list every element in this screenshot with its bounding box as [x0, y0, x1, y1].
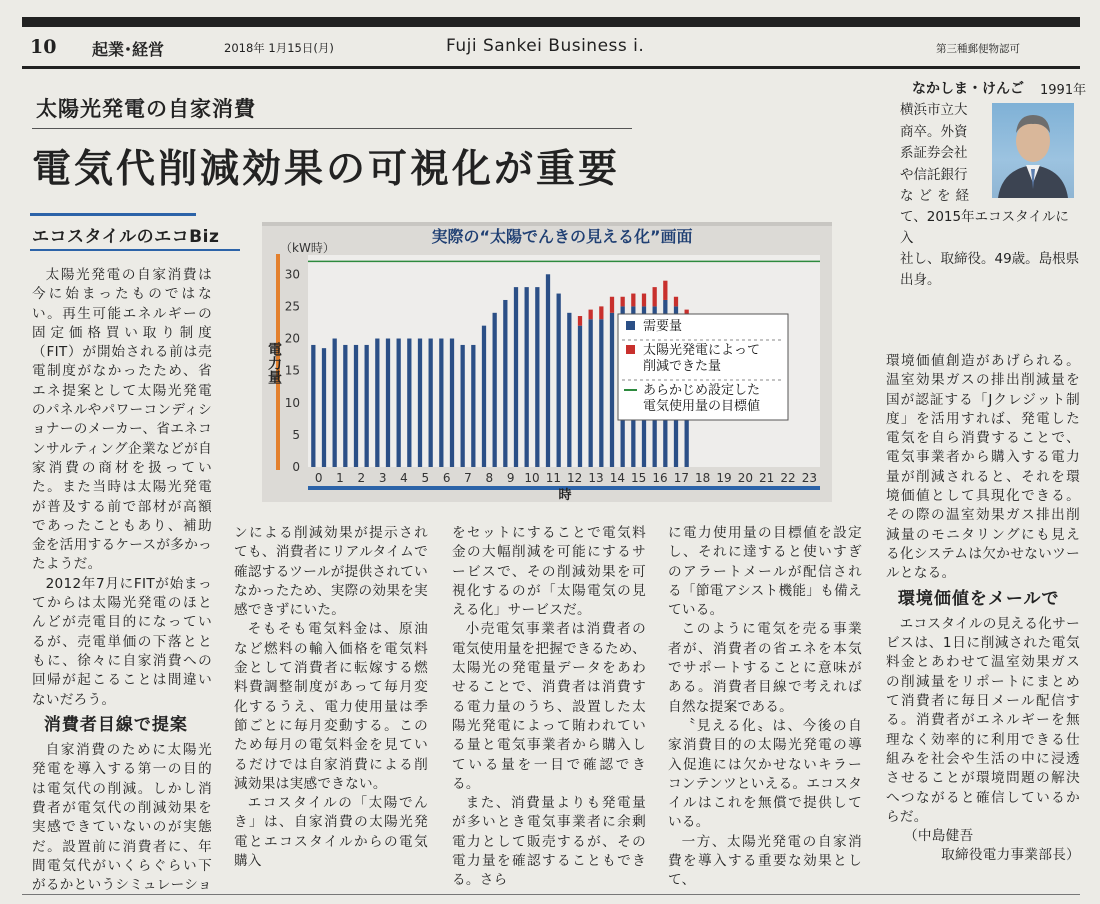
demand-bar — [375, 339, 379, 467]
paragraph: 2012年7月にFITが始まってからは太陽光発電のほとんどが売電目的になっているが、売電単価の下落とともに、徐々に自家消費への回帰が起こることは間違いないだろう。 — [32, 575, 212, 708]
demand-bar — [589, 319, 593, 467]
profile-line: 商卒。外資 — [900, 123, 968, 140]
x-tick-label: 0 — [314, 471, 323, 485]
kicker-underline — [32, 128, 632, 129]
profile-line: などを経 — [900, 188, 974, 204]
demand-bar — [418, 339, 422, 467]
bottom-rule — [22, 894, 1080, 895]
legend-label: 削減できた量 — [643, 359, 722, 374]
legend-label: 太陽光発電によって — [643, 343, 761, 358]
demand-bar — [503, 300, 507, 467]
x-tick-label: 14 — [609, 471, 625, 485]
x-tick-label: 13 — [588, 471, 604, 485]
demand-bar — [311, 345, 315, 467]
demand-bar — [599, 319, 603, 467]
x-tick-label: 21 — [759, 471, 775, 485]
column-3 — [452, 524, 646, 891]
chart-title: 実際の“太陽でんきの見える化”画面 — [431, 227, 693, 246]
solar-reduction-bar — [663, 281, 667, 300]
profile-name: なかしま・けんご — [912, 81, 1024, 97]
article-headline: 電気代削減効果の可視化が重要 — [32, 146, 621, 192]
paragraph: エコスタイルの「太陽でんき」は、自家消費の太陽光発電とエコスタイルからの電気購入 — [234, 795, 428, 870]
demand-bar — [610, 313, 614, 467]
solar-reduction-bar — [578, 316, 582, 326]
solar-reduction-bar — [674, 297, 678, 307]
solar-reduction-bar — [653, 287, 657, 306]
demand-bar — [397, 339, 401, 467]
subheading: 環境価値をメールで — [897, 588, 1060, 609]
demand-bar — [493, 313, 497, 467]
y-tick-label: 30 — [284, 267, 300, 282]
paragraph: ンによる削減効果が提示されても、消費者にリアルタイムで確認するツールが提供されていなかったため、実際の効果を実感できずにいた。 — [234, 525, 428, 619]
paragraph: 〝見える化〟は、今後の自家消費目的の太陽光発電の導入促進には欠かせないキラーコンテンツといえる。エコスタイルはこれを無償で提供している。 — [668, 717, 862, 831]
solar-reduction-bar — [631, 294, 635, 307]
demand-bar — [354, 345, 358, 467]
profile-photo — [992, 103, 1074, 198]
signature-title: 取締役電力事業部長） — [941, 847, 1080, 864]
top-thick-rule — [22, 17, 1080, 27]
profile-line: 横浜市立大 — [900, 102, 968, 118]
column-5 — [886, 352, 1080, 866]
x-tick-label: 18 — [695, 471, 711, 485]
demand-bar — [386, 339, 390, 467]
legend-swatch — [626, 321, 635, 330]
paragraph: 一方、太陽光発電の自家消費を導入する重要な効果として、 — [668, 833, 862, 889]
paper-name: Fuji Sankei Business i. — [446, 36, 645, 56]
x-tick-label: 20 — [737, 471, 753, 485]
y-tick-label: 0 — [292, 460, 300, 474]
page-number: 10 — [30, 36, 57, 58]
section-name: 起業･経営 — [92, 40, 165, 59]
x-tick-label: 9 — [506, 471, 515, 485]
subheading: 消費者目線で提案 — [43, 714, 188, 735]
y-tick-label: 10 — [284, 395, 300, 410]
x-tick-label: 8 — [485, 471, 494, 485]
postal-notice: 第三種郵便物認可 — [936, 43, 1020, 55]
solar-reduction-bar — [610, 297, 614, 313]
article-kicker: 太陽光発電の自家消費 — [36, 97, 256, 121]
column-2 — [234, 524, 428, 871]
paragraph: に電力使用量の目標値を設定し、それに達すると使いすぎのアラートメールが配信される「節電アシスト機能」も備えている。 — [668, 525, 862, 619]
x-tick-label: 17 — [673, 471, 689, 485]
paragraph: をセットにすることで電気料金の大幅削減を可能にするサービスで、その削減効果を可視化するのが「太陽電気の見える化」サービスだ。 — [452, 525, 646, 619]
x-tick-label: 1 — [336, 471, 344, 485]
demand-bar — [439, 339, 443, 467]
demand-bar — [482, 326, 486, 467]
demand-bar — [471, 345, 475, 467]
profile-short-lines — [900, 100, 986, 208]
signature-name: （中島健吾 — [904, 828, 974, 845]
x-tick-label: 16 — [652, 471, 668, 485]
demand-bar — [514, 287, 518, 467]
profile-year: 1991年 — [1040, 83, 1087, 98]
series-bottom-rule — [30, 249, 240, 251]
bar-chart — [262, 222, 832, 502]
demand-bar — [429, 339, 433, 467]
paragraph: そもそも電気料金は、原油など燃料の輸入価格を電気料金として消費者に転嫁する燃料費調整制度があって毎月変化するうえ、電力使用量は季節ごとに毎月変動する。このため毎月の電気料金を見ているだけでは自家消費による削減効果は実感できない。 — [234, 621, 428, 792]
person-portrait-icon — [992, 103, 1074, 198]
issue-date: 2018年 1月15日(月) — [224, 41, 334, 55]
x-tick-label: 10 — [524, 471, 540, 485]
demand-bar — [450, 339, 454, 467]
demand-bar — [525, 287, 529, 467]
x-tick-label: 5 — [421, 471, 430, 485]
paragraph: エコスタイルの見える化サービスは、1日に削減された電気料金とあわせて温室効果ガスの削減量をリポートにまとめて消費者に毎日メール配信する。消費者がエネルギーを無理なく効率的に利用できる仕組みを社会や生活の中に浸透させることが環境問題の解決へつながると確信しているからだ。 — [886, 615, 1080, 825]
paragraph: 小売電気事業者は消費者の電気使用量を把握できるため、太陽光の発電量データをあわせることで、消費者は消費する電力量のうち、設置した太陽光発電によって賄われている量と電気事業者から購入している量を一目で確認できる。 — [452, 621, 646, 792]
chart-panel — [262, 222, 832, 502]
x-tick-label: 7 — [464, 471, 472, 485]
demand-bar — [343, 345, 347, 467]
x-axis-label: 時 — [558, 488, 572, 502]
x-tick-label: 23 — [801, 471, 817, 485]
legend-swatch — [626, 345, 635, 354]
solar-reduction-bar — [621, 297, 625, 307]
x-tick-label: 22 — [780, 471, 796, 485]
demand-bar — [578, 326, 582, 467]
chart-unit: （kW時） — [280, 241, 335, 255]
x-tick-label: 4 — [400, 471, 408, 485]
demand-bar — [461, 345, 465, 467]
profile-full-lines — [900, 207, 1080, 291]
x-tick-label: 6 — [442, 471, 451, 485]
x-tick-label: 19 — [716, 471, 732, 485]
x-tick-label: 3 — [378, 471, 387, 485]
demand-bar — [546, 274, 550, 467]
legend-label: 需要量 — [643, 319, 683, 334]
column-1 — [32, 266, 212, 896]
demand-bar — [407, 339, 411, 467]
profile-line: 社し、取締役。49歳。島根県 — [900, 251, 1080, 267]
solar-reduction-bar — [599, 306, 603, 319]
paragraph: このように電気を売る事業者が、消費者の省エネを本気でサポートすることに意味がある。消費者目線で考えれば自然な提案である。 — [668, 621, 862, 715]
masthead-rule — [22, 66, 1080, 69]
demand-bar — [365, 345, 369, 467]
series-title: エコスタイルのエコBiz — [32, 227, 220, 247]
demand-bar — [567, 313, 571, 467]
demand-bar — [333, 339, 337, 467]
x-tick-label: 15 — [631, 471, 647, 485]
x-tick-label: 2 — [357, 471, 366, 485]
demand-bar — [322, 348, 326, 467]
legend-label: あらかじめ設定した — [643, 383, 761, 398]
column-4 — [668, 524, 862, 891]
paragraph: 太陽光発電の自家消費は今に始まったものではない。再生可能エネルギーの固定価格買い取り制度（FIT）が開始される前は売電制度がなかったため、省エネ提案として太陽光発電のパネルやパワーコンディショナーのメーカー、省エネコンサルティング企業などが自家消費の商材を扱っていた。また当時は太陽光発電が普及する前で部材が高額であったこともあり、補助金を活用するケースが多かったようだ。 — [32, 267, 212, 573]
paragraph: 環境価値創造があげられる。温室効果ガスの排出削減量を国が認証する「Jクレジット制度」を活用すれば、発電した電気を自ら消費することで、電気事業者から購入する電力量が削減されると、それを環境価値として具現化できる。その際の温室効果ガス排出削減量のモニタリングにも見える化システムは欠かせないツールとなる。 — [886, 353, 1080, 582]
y-tick-label: 5 — [292, 427, 300, 442]
solar-reduction-bar — [589, 310, 593, 320]
profile-line: て、2015年エコスタイルに入 — [900, 209, 1069, 246]
legend-label: 電気使用量の目標値 — [643, 399, 761, 414]
x-tick-label: 12 — [567, 471, 583, 485]
paragraph: 自家消費のために太陽光発電を導入する第一の目的は電気代の削減。しかし消費者が電気代の削減効果を実感できていないのが実態だ。設置前に消費者に、年間電気代がいくらぐらい下がるかというシミュレーショ — [32, 742, 212, 894]
demand-bar — [535, 287, 539, 467]
y-axis-label: 電力量 — [266, 342, 282, 384]
y-tick-label: 25 — [284, 299, 300, 314]
x-tick-label: 11 — [545, 471, 561, 485]
chart-legend — [618, 314, 788, 420]
demand-bar — [557, 294, 561, 467]
masthead — [28, 36, 1078, 62]
paragraph: また、消費量よりも発電量が多いとき電気事業者に余剰電力として販売するが、その電力量を確認することもできる。さら — [452, 795, 646, 889]
series-top-rule — [30, 213, 196, 216]
y-tick-label: 20 — [284, 331, 300, 346]
solar-reduction-bar — [642, 294, 646, 307]
y-tick-label: 15 — [284, 363, 300, 378]
profile-line: や信託銀行 — [900, 166, 968, 183]
profile-line: 出身。 — [900, 272, 941, 288]
profile-line: 系証券会社 — [900, 145, 968, 161]
